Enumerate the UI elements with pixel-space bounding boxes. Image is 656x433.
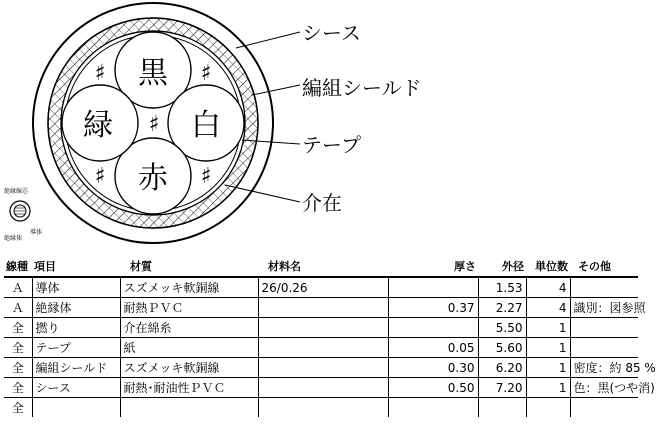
cell-item: シース [32,378,120,398]
filler-mark-center: ♯ [148,112,160,137]
header-material-name: 材料名 [258,256,388,277]
cell-item: 絶縁体 [32,298,120,318]
table-row [4,358,638,378]
cell-outer-diameter: 5.60 [478,338,526,358]
cell-material-name [258,378,388,398]
cell-other: 密度：約 85 % [570,358,638,378]
cell-line-type: 全 [4,338,32,358]
cell-unit-count: 1 [526,358,570,378]
cell-line-type: 全 [4,398,32,418]
leader-braid [252,85,300,95]
table-row [4,277,638,298]
cell-material-name [258,338,388,358]
core-left-color: 緑 [83,108,113,143]
core-bottom-color: 赤 [138,161,168,196]
table-row [4,398,638,418]
header-outer-diameter: 外径 [478,256,526,277]
label-sheath: シース [302,21,361,45]
cell-unit-count: 4 [526,277,570,298]
header-material: 材質 [120,256,258,277]
cell-material [120,398,258,418]
leader-sheath [236,32,300,48]
cell-outer-diameter: 2.27 [478,298,526,318]
label-braid-shield: 編組シールド [302,76,422,100]
cell-thickness [388,318,478,338]
core-top-color: 黒 [138,56,168,91]
cell-thickness: 0.37 [388,298,478,318]
table-row [4,378,638,398]
cell-outer-diameter: 1.53 [478,277,526,298]
cell-outer-diameter [478,398,526,418]
cell-line-type: 全 [4,318,32,338]
cell-material-name [258,298,388,318]
cell-material: 介在綿糸 [120,318,258,338]
table-row [4,318,638,338]
header-other: その他 [570,256,638,277]
cell-material-name [258,398,388,418]
cell-line-type: Ａ [4,277,32,298]
cell-item: テープ [32,338,120,358]
cell-unit-count: 4 [526,298,570,318]
cell-unit-count: 1 [526,378,570,398]
cell-other [570,338,638,358]
cell-item: 撚り [32,318,120,338]
cell-line-type: 全 [4,378,32,398]
inset-label-insulator-core: 絶縁線芯 [4,188,29,195]
core-right-color: 白 [191,108,221,143]
header-thickness: 厚さ [388,256,478,277]
table-row [4,338,638,358]
cell-unit-count [526,398,570,418]
cell-thickness: 0.05 [388,338,478,358]
cell-outer-diameter: 5.50 [478,318,526,338]
cell-item: 編組シールド [32,358,120,378]
cell-other [570,318,638,338]
cell-thickness [388,398,478,418]
label-tape: テープ [302,133,361,157]
cell-material: スズメッキ軟銅線 [120,358,258,378]
cell-material-name [258,358,388,378]
cell-line-type: 全 [4,358,32,378]
header-line-type: 線種 [4,256,32,277]
filler-mark-bottom-right: ♯ [200,164,212,189]
cell-material: 耐熱･耐油性ＰＶＣ [120,378,258,398]
cell-thickness: 0.30 [388,358,478,378]
cell-unit-count: 1 [526,338,570,358]
cell-material: 耐熱ＰＶＣ [120,298,258,318]
cell-outer-diameter: 7.20 [478,378,526,398]
cell-item: 導体 [32,277,120,298]
label-filler: 介在 [302,191,342,215]
filler-mark-top-right: ♯ [200,61,212,86]
cell-line-type: Ａ [4,298,32,318]
cell-material: 紙 [120,338,258,358]
inset-label-conductor: 導体 [30,229,43,236]
cell-other: 識別：図参照 [570,298,638,318]
table-header-row [4,256,638,277]
cell-material-name: 26/0.26 [258,277,388,298]
cell-thickness [388,277,478,298]
cable-spec-table [4,256,656,417]
cell-thickness: 0.50 [388,378,478,398]
cell-outer-diameter: 6.20 [478,358,526,378]
table-row [4,298,638,318]
cell-other: 色：黒(つや消) [570,378,638,398]
inset-label-insulator: 絶縁体 [4,235,23,242]
cell-material-name [258,318,388,338]
header-unit-count: 単位数 [526,256,570,277]
cell-material: スズメッキ軟銅線 [120,277,258,298]
filler-mark-top-left: ♯ [94,61,106,86]
header-item: 項目 [32,256,120,277]
filler-mark-bottom-left: ♯ [94,164,106,189]
leader-filler [225,185,300,202]
cell-other [570,398,638,418]
cell-other [570,277,638,298]
cell-item [32,398,120,418]
cell-unit-count: 1 [526,318,570,338]
